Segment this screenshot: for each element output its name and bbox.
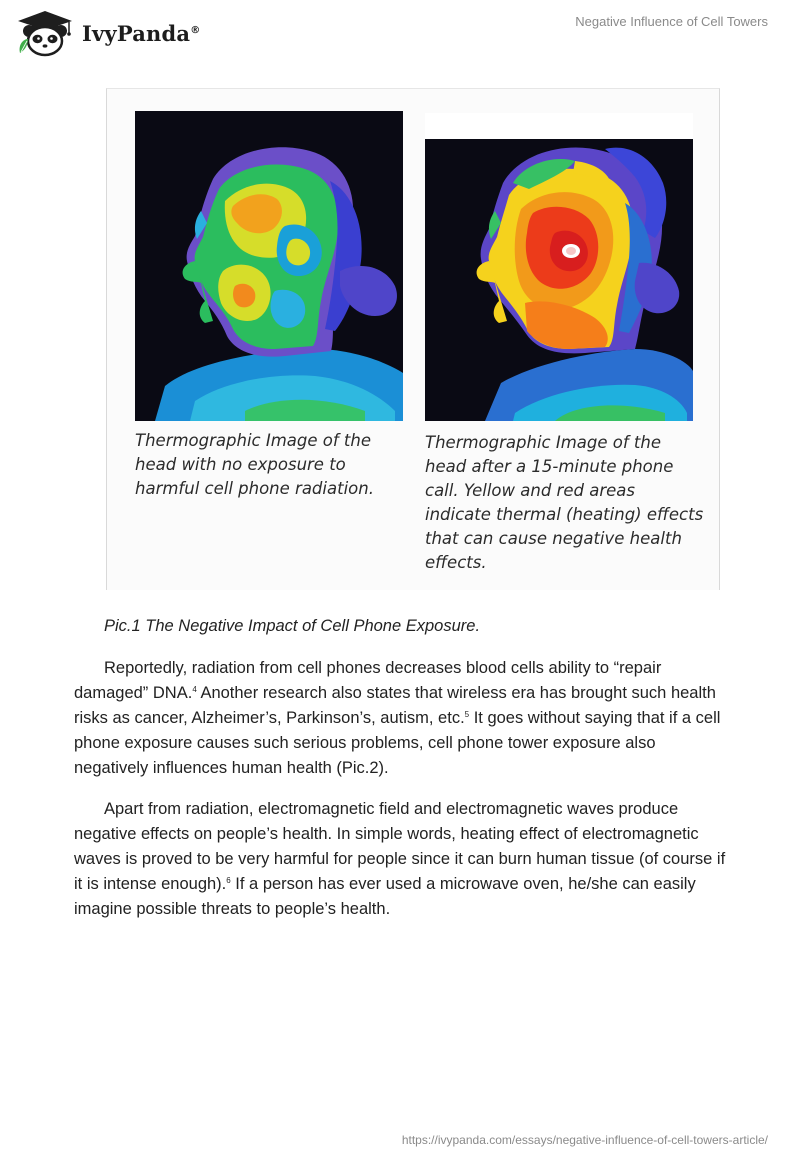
thermographic-image-no-exposure (135, 111, 403, 421)
document-title: Negative Influence of Cell Towers (575, 14, 768, 29)
figure-caption: Pic.1 The Negative Impact of Cell Phone Exposure. (104, 617, 481, 635)
ivypanda-logo[interactable] (14, 8, 244, 58)
page-header (0, 0, 800, 70)
left-image-caption: Thermographic Image of the head with no exposure to harmful cell phone radiation. (135, 431, 374, 498)
thermographic-image-after-call (425, 113, 693, 421)
thermographic-figure (106, 88, 720, 590)
brand-name: IvyPanda® (82, 20, 201, 46)
panda-graduate-icon (14, 9, 76, 57)
source-url[interactable]: https://ivypanda.com/essays/negative-influence-of-cell-towers-article/ (401, 1133, 768, 1147)
footnote-ref-6[interactable]: 6 (226, 876, 231, 885)
footnote-ref-5[interactable]: 5 (464, 710, 470, 719)
right-image-caption: Thermographic Image of the head after a 15-minute phone call. Yellow and red areas indicate thermal (heating) effects that can cause negative health effects. (425, 433, 704, 572)
body-paragraph-1: Reportedly, radiation from cell phones decreases blood cells ability to “repair damaged” DNA.$^4$ Another research also states that wireless era has brought such health risks as cancer, Alzheimer’s, Parkinson’s, autism, etc.$^5$ It goes without saying that if a cell phone exposure causes such serious problems, cell phone tower exposure also negatively influences human health (Pic.2). (74, 659, 721, 777)
body-paragraph-2: Apart from radiation, electromagnetic field and electromagnetic waves produce negative effects on people’s health. In simple words, heating effect of electromagnetic waves is proved to be very harmful for people since it can burn human tissue (of course if it is intense enough).$^6$ If a person has ever used a microwave oven, he/she can easily imagine possible threats to people’s health. (74, 800, 726, 918)
footnote-ref-4[interactable]: 4 (192, 685, 197, 694)
